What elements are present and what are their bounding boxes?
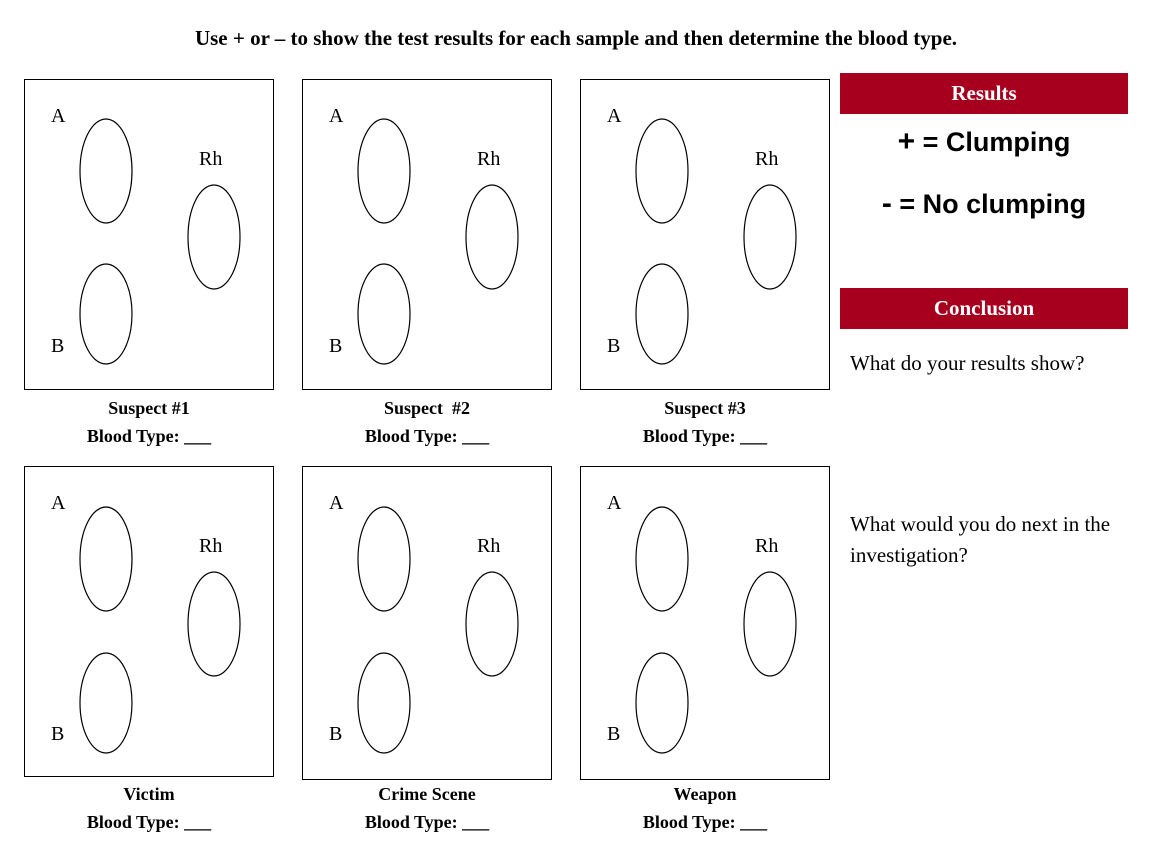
- well-a[interactable]: [358, 119, 410, 223]
- blood-type-field[interactable]: Blood Type: ___: [86, 812, 212, 832]
- well-a[interactable]: [636, 507, 688, 611]
- well-a-label: A: [51, 492, 66, 514]
- well-rh-label: Rh: [477, 535, 501, 557]
- well-a-label: A: [51, 105, 66, 127]
- well-rh[interactable]: [466, 572, 518, 676]
- well-b[interactable]: [358, 653, 410, 753]
- sample-caption: [302, 780, 552, 836]
- question-results: What do your results show?: [850, 351, 1085, 375]
- well-b-label: B: [329, 723, 343, 745]
- plus-symbol: +: [897, 125, 916, 158]
- sample-caption: [580, 780, 830, 836]
- well-rh-label: Rh: [199, 535, 223, 557]
- well-b[interactable]: [358, 264, 410, 364]
- well-b-label: B: [51, 335, 65, 357]
- well-b-label: B: [51, 723, 65, 745]
- well-rh[interactable]: [744, 572, 796, 676]
- worksheet-title: Use + or – to show the test results for each sample and then determine the blood type.: [194, 26, 958, 50]
- well-b-label: B: [607, 335, 621, 357]
- blood-type-field[interactable]: Blood Type: ___: [364, 812, 490, 832]
- results-header: Results: [840, 73, 1128, 114]
- sample-name: Crime Scene: [378, 784, 476, 804]
- well-rh[interactable]: [188, 572, 240, 676]
- well-b[interactable]: [636, 264, 688, 364]
- legend-positive: [840, 125, 1128, 159]
- well-b[interactable]: [80, 264, 132, 364]
- sample-panel-suspect-2: [302, 79, 552, 390]
- well-rh-label: Rh: [477, 148, 501, 170]
- question-next-steps: What would you do next in the investigation?: [850, 512, 1111, 567]
- sample-caption: [302, 394, 552, 450]
- sample-name: Victim: [123, 784, 175, 804]
- well-a[interactable]: [80, 119, 132, 223]
- negative-text: = No clumping: [899, 189, 1087, 219]
- minus-symbol: -: [881, 187, 892, 220]
- well-rh[interactable]: [744, 185, 796, 289]
- sample-name: Suspect #2: [383, 398, 470, 418]
- well-a-label: A: [329, 492, 344, 514]
- well-rh-label: Rh: [755, 535, 779, 557]
- well-a-label: A: [329, 105, 344, 127]
- sample-name: Suspect #3: [664, 398, 746, 418]
- well-rh[interactable]: [466, 185, 518, 289]
- sample-caption: [580, 394, 830, 450]
- well-a[interactable]: [358, 507, 410, 611]
- well-a-label: A: [607, 492, 622, 514]
- blood-type-field[interactable]: Blood Type: ___: [86, 426, 212, 446]
- sample-panel-suspect-3: [580, 79, 830, 390]
- sample-panel-crime-scene: [302, 466, 552, 780]
- sample-name: Weapon: [673, 784, 737, 804]
- well-rh-label: Rh: [199, 148, 223, 170]
- sample-name: Suspect #1: [108, 398, 190, 418]
- positive-text: = Clumping: [922, 127, 1071, 157]
- blood-type-field[interactable]: Blood Type: ___: [364, 426, 490, 446]
- sample-panel-suspect-1: [24, 79, 274, 390]
- sample-caption: [24, 780, 274, 836]
- blood-type-field[interactable]: Blood Type: ___: [642, 812, 768, 832]
- well-b-label: B: [329, 335, 343, 357]
- well-rh-label: Rh: [755, 148, 779, 170]
- well-a-label: A: [607, 105, 622, 127]
- sample-panel-weapon: [580, 466, 830, 780]
- sample-caption: [24, 394, 274, 450]
- legend-negative: [840, 187, 1128, 221]
- blood-type-field[interactable]: Blood Type: ___: [642, 426, 768, 446]
- sample-panel-victim: [24, 466, 274, 777]
- well-b-label: B: [607, 723, 621, 745]
- conclusion-header: Conclusion: [840, 288, 1128, 329]
- well-b[interactable]: [80, 653, 132, 753]
- well-b[interactable]: [636, 653, 688, 753]
- well-rh[interactable]: [188, 185, 240, 289]
- well-a[interactable]: [80, 507, 132, 611]
- well-a[interactable]: [636, 119, 688, 223]
